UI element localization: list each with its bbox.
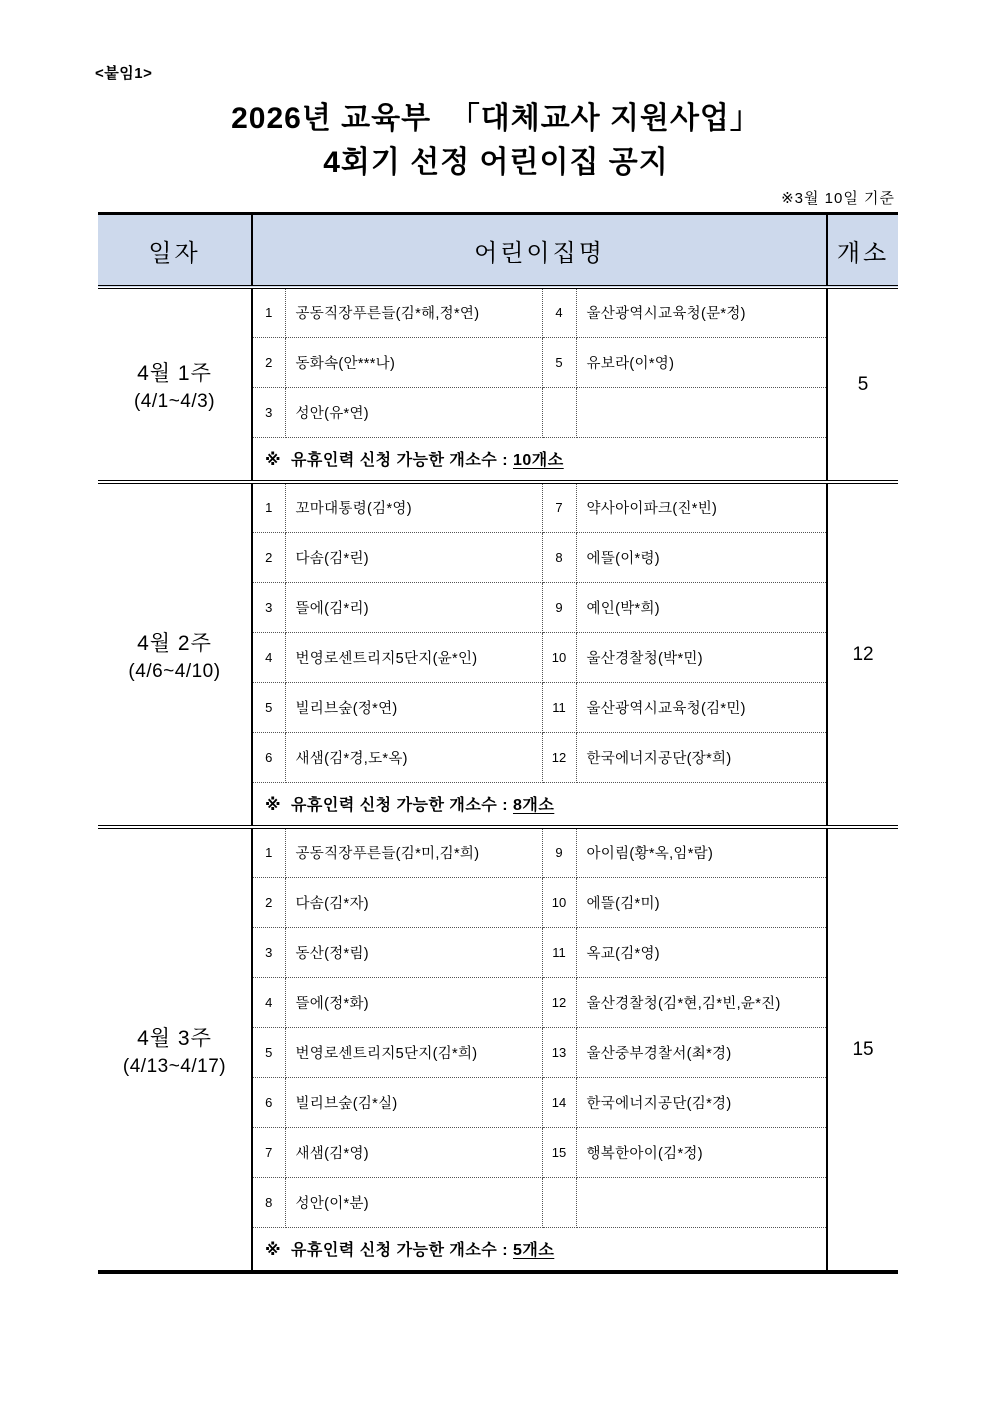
date-range-label: (4/6~4/10) (128, 660, 221, 682)
entry-number (542, 387, 576, 437)
entry-number: 7 (542, 482, 576, 532)
entry-name: 꼬마대통령(김*영) (285, 482, 542, 532)
entry-name: 유보라(이*영) (576, 337, 827, 387)
entry-name: 성안(유*연) (285, 387, 542, 437)
entry-name: 뜰에(김*리) (285, 582, 542, 632)
entry-number: 8 (252, 1177, 285, 1227)
attachment-label: <붙임1> (95, 65, 153, 82)
entry-number: 7 (252, 1127, 285, 1177)
page-title (0, 97, 992, 184)
table-header-row (98, 214, 898, 288)
entry-name: 에뜰(김*미) (576, 877, 827, 927)
entry-name: 한국에너지공단(김*경) (576, 1077, 827, 1127)
table-body (98, 287, 898, 1272)
entry-name: 울산중부경찰서(최*경) (576, 1027, 827, 1077)
week-label: 4월 3주 (137, 1026, 212, 1050)
entry-number: 12 (542, 977, 576, 1027)
entry-number: 1 (252, 827, 285, 877)
entry-name: 예인(박*희) (576, 582, 827, 632)
entry-row (98, 287, 898, 337)
count-cell: 15 (827, 827, 898, 1272)
page-title-line1: 2026년 교육부 「대체교사 지원사업」 (231, 102, 761, 135)
entry-name: 빌리브숲(정*연) (285, 682, 542, 732)
entry-name: 번영로센트리지5단지(윤*인) (285, 632, 542, 682)
entry-number: 6 (252, 732, 285, 782)
idle-capacity-note (252, 1227, 827, 1272)
entry-name: 아이림(황*옥,임*람) (576, 827, 827, 877)
entry-number: 2 (252, 532, 285, 582)
entry-number: 8 (542, 532, 576, 582)
entry-name: 성안(이*분) (285, 1177, 542, 1227)
entry-number: 6 (252, 1077, 285, 1127)
count-cell: 12 (827, 482, 898, 827)
entry-name: 다솜(김*린) (285, 532, 542, 582)
header-date: 일자 (98, 214, 252, 288)
entry-number: 5 (252, 682, 285, 732)
entry-number: 3 (252, 387, 285, 437)
entry-name: 번영로센트리지5단지(김*희) (285, 1027, 542, 1077)
week-label: 4월 1주 (137, 361, 212, 385)
header-count: 개소 (827, 214, 898, 288)
entry-number: 3 (252, 582, 285, 632)
entry-name: 울산광역시교육청(문*정) (576, 287, 827, 337)
entry-number: 10 (542, 877, 576, 927)
entry-name (576, 387, 827, 437)
date-cell (98, 287, 252, 482)
entry-name: 뜰에(정*화) (285, 977, 542, 1027)
entry-row (98, 827, 898, 877)
entry-number: 14 (542, 1077, 576, 1127)
entry-name (576, 1177, 827, 1227)
entry-name: 공동직장푸른들(김*미,김*희) (285, 827, 542, 877)
entry-number: 10 (542, 632, 576, 682)
entry-name: 공동직장푸른들(김*해,정*연) (285, 287, 542, 337)
entry-number: 5 (542, 337, 576, 387)
count-cell: 5 (827, 287, 898, 482)
entry-name: 울산경찰청(김*현,김*빈,윤*진) (576, 977, 827, 1027)
page-title-line2: 4회기 선정 어린이집 공지 (323, 145, 669, 179)
date-range-label: (4/1~4/3) (133, 390, 216, 412)
entry-number: 1 (252, 482, 285, 532)
idle-capacity-value: 8개소 (512, 797, 555, 815)
entry-number: 11 (542, 682, 576, 732)
entry-name: 울산경찰청(박*민) (576, 632, 827, 682)
entry-name: 에뜰(이*령) (576, 532, 827, 582)
entry-name: 울산광역시교육청(김*민) (576, 682, 827, 732)
entry-name: 새샘(김*경,도*옥) (285, 732, 542, 782)
entry-number: 2 (252, 877, 285, 927)
idle-capacity-value: 10개소 (512, 452, 564, 470)
date-cell (98, 827, 252, 1272)
entry-name: 약사아이파크(진*빈) (576, 482, 827, 532)
entry-name: 새샘(김*영) (285, 1127, 542, 1177)
entry-number: 4 (252, 632, 285, 682)
entry-number: 9 (542, 582, 576, 632)
entry-name: 동화속(안***나) (285, 337, 542, 387)
idle-capacity-prefix: ※ 유휴인력 신청 가능한 개소수 : (265, 452, 513, 470)
idle-capacity-note (252, 782, 827, 827)
date-range-label: (4/13~4/17) (122, 1055, 227, 1077)
entry-number (542, 1177, 576, 1227)
entry-number: 1 (252, 287, 285, 337)
entry-name: 동산(정*림) (285, 927, 542, 977)
entry-number: 4 (542, 287, 576, 337)
entry-number: 12 (542, 732, 576, 782)
entry-name: 한국에너지공단(장*희) (576, 732, 827, 782)
entry-row (98, 482, 898, 532)
week-label: 4월 2주 (137, 631, 212, 655)
as-of-date-note: ※3월 10일 기준 (781, 190, 895, 207)
entry-number: 13 (542, 1027, 576, 1077)
entry-number: 11 (542, 927, 576, 977)
idle-capacity-note (252, 437, 827, 482)
entry-number: 5 (252, 1027, 285, 1077)
entry-number: 15 (542, 1127, 576, 1177)
date-cell (98, 482, 252, 827)
selection-table (98, 212, 898, 1274)
idle-capacity-prefix: ※ 유휴인력 신청 가능한 개소수 : (265, 1242, 513, 1260)
entry-number: 2 (252, 337, 285, 387)
entry-name: 옥교(김*영) (576, 927, 827, 977)
entry-name: 행복한아이(김*정) (576, 1127, 827, 1177)
entry-name: 빌리브숲(김*실) (285, 1077, 542, 1127)
header-daycare-name: 어린이집명 (252, 214, 827, 288)
entry-name: 다솜(김*자) (285, 877, 542, 927)
entry-number: 3 (252, 927, 285, 977)
idle-capacity-prefix: ※ 유휴인력 신청 가능한 개소수 : (265, 797, 513, 815)
entry-number: 4 (252, 977, 285, 1027)
idle-capacity-value: 5개소 (512, 1242, 555, 1260)
entry-number: 9 (542, 827, 576, 877)
